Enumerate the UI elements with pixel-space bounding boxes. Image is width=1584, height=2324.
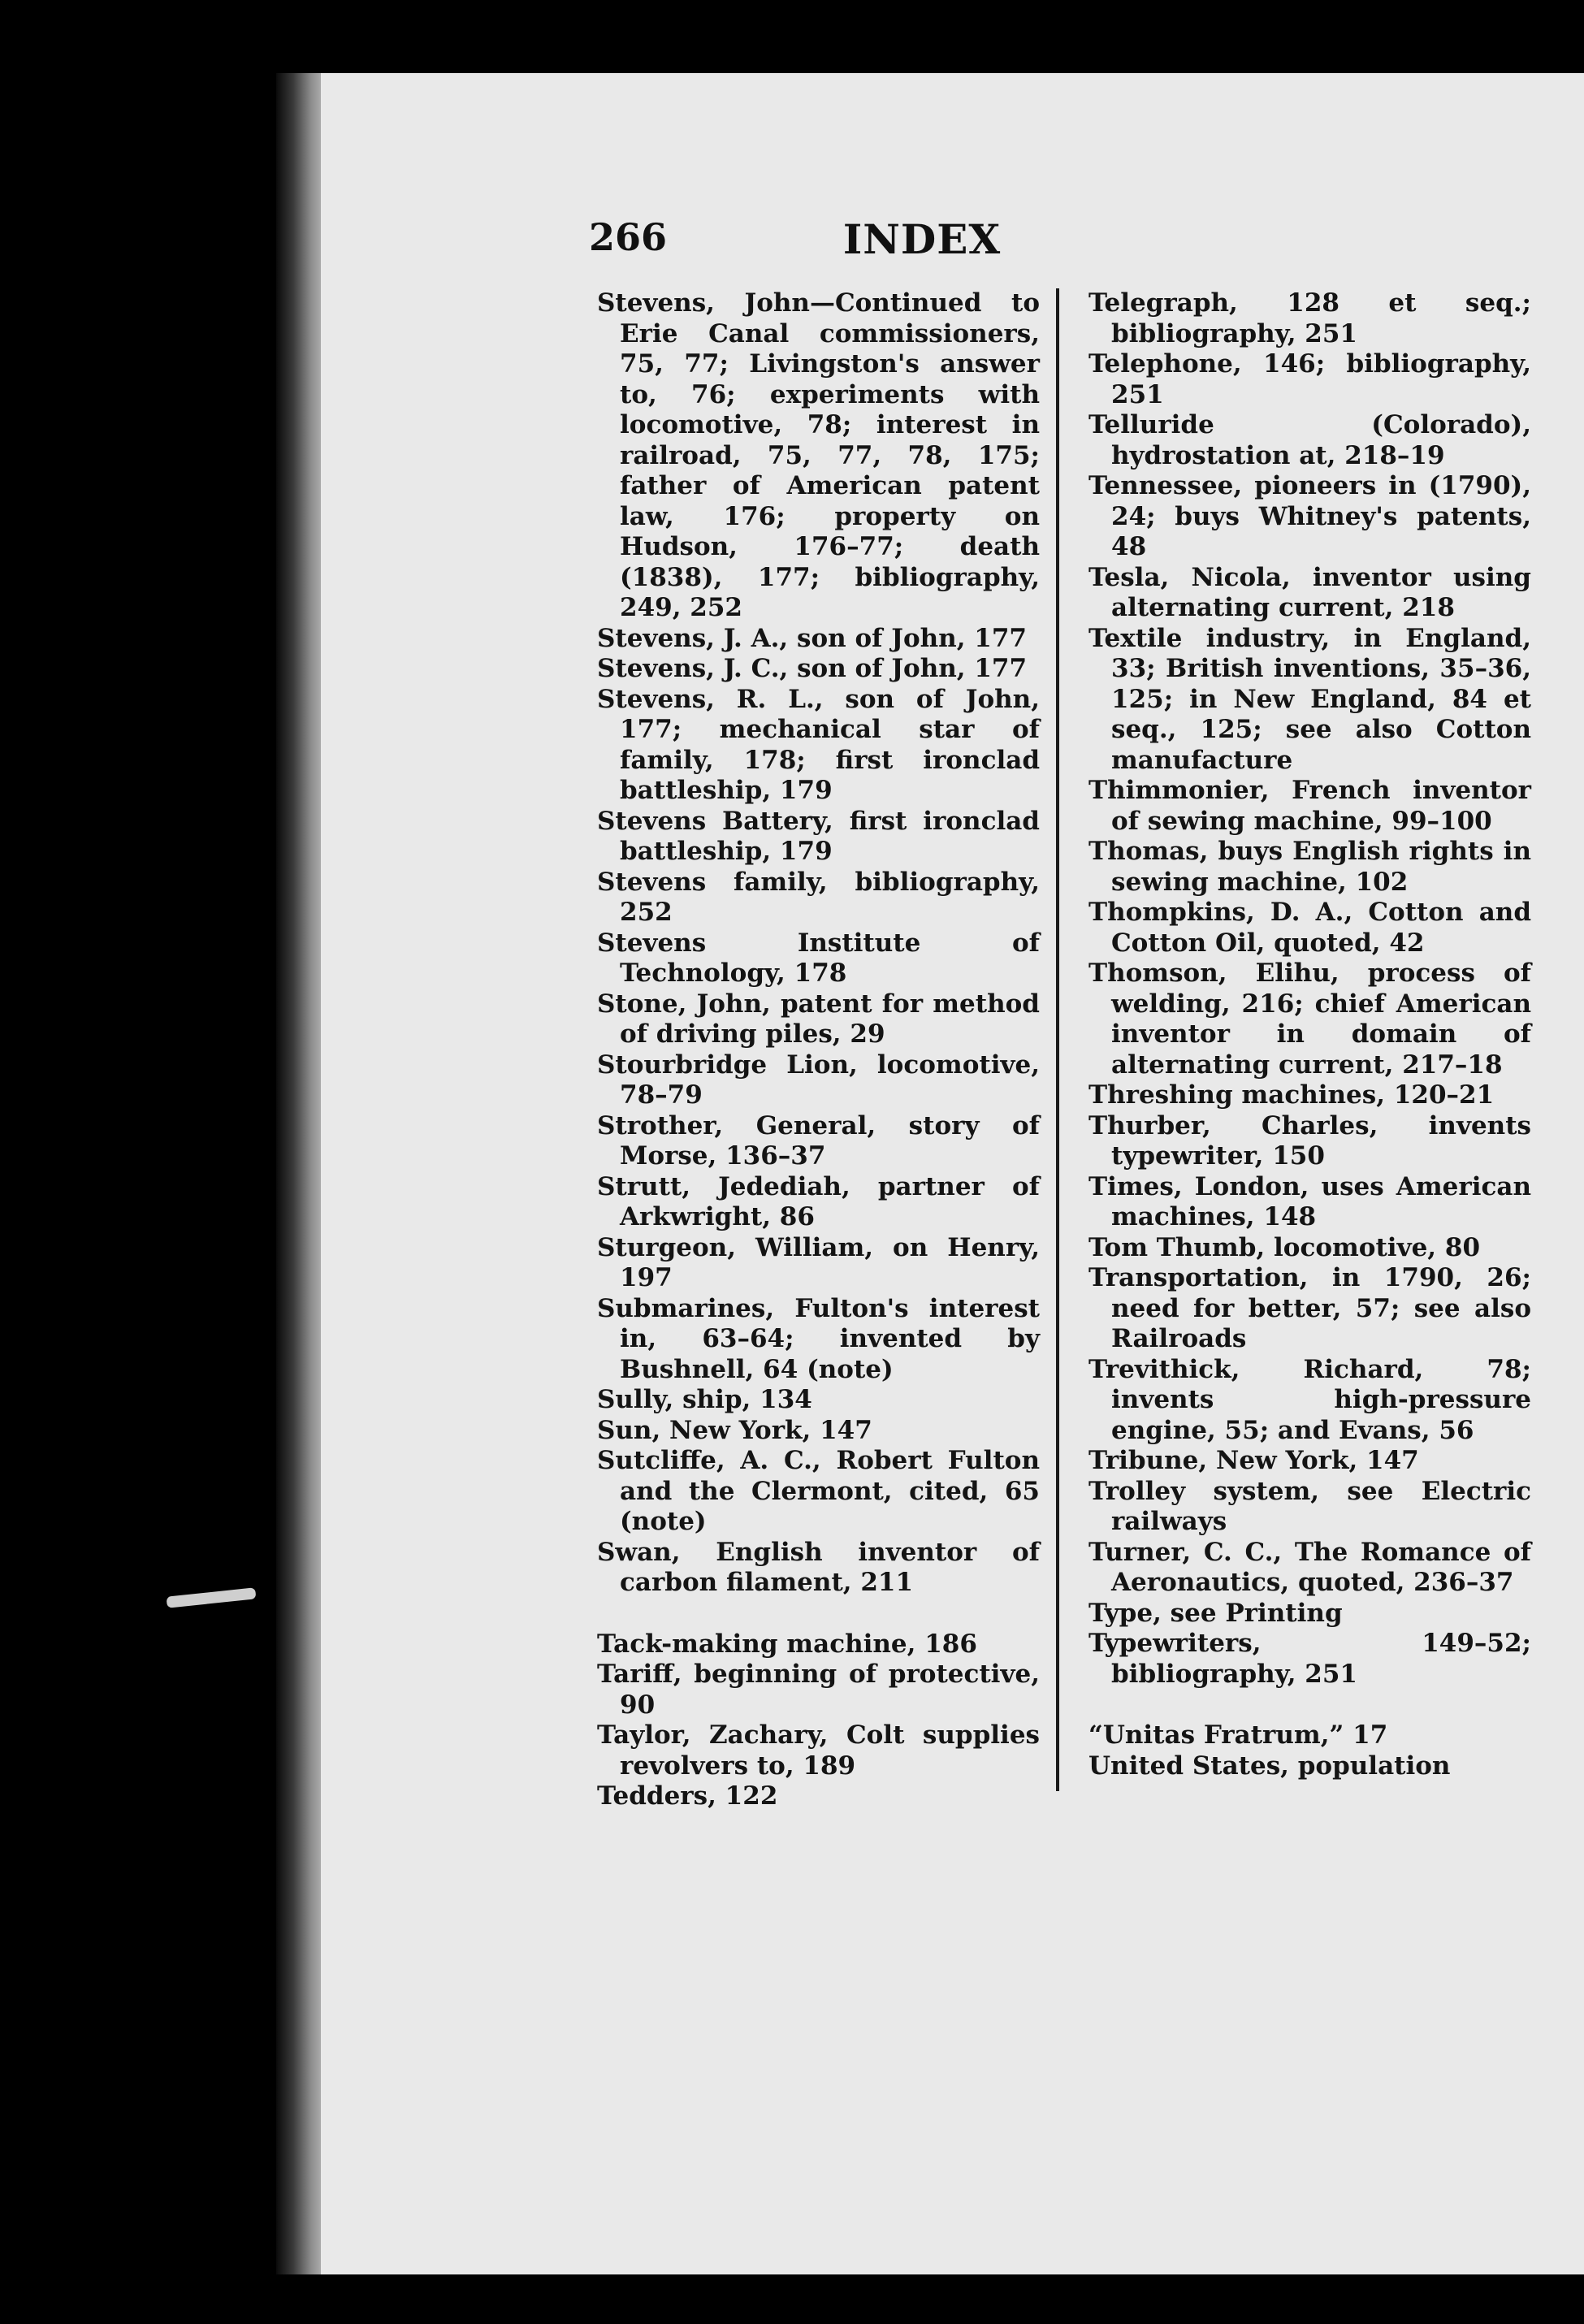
column-divider (1056, 288, 1059, 1791)
index-entry: Stevens Battery, first ironclad battleship, 179 (597, 806, 1040, 866)
index-entry: Telegraph, 128 et seq.; bibliography, 251 (1088, 288, 1531, 348)
index-entry: Turner, C. C., The Romance of Aeronautics, quoted, 236–37 (1088, 1537, 1531, 1597)
index-entry: Typewriters, 149–52; bibliography, 251 (1088, 1629, 1531, 1689)
index-entry: Thurber, Charles, invents typewriter, 150 (1088, 1110, 1531, 1171)
index-entry: Stone, John, patent for method of driving piles, 29 (597, 989, 1040, 1049)
index-entry: Trolley system, see Electric railways (1088, 1476, 1531, 1536)
index-entry: Tribune, New York, 147 (1088, 1446, 1419, 1475)
index-entry: Thimmonier, French inventor of sewing machine, 99–100 (1088, 776, 1531, 836)
index-entry: Transportation, in 1790, 26; need for better, 57; see also Railroads (1088, 1263, 1531, 1353)
index-entry: Thomson, Elihu, process of welding, 216; chief American inventor in domain of alternating current, 217–18 (1088, 959, 1531, 1080)
index-entry: Tariff, beginning of protective, 90 (597, 1660, 1040, 1720)
index-entry: Telluride (Colorado), hydrostation at, 218–19 (1088, 410, 1531, 470)
index-entry: Submarines, Fulton's interest in, 63–64; invented by Bushnell, 64 (note) (597, 1293, 1040, 1384)
index-entry: Tesla, Nicola, inventor using alternating current, 218 (1088, 562, 1531, 622)
index-entry: Sturgeon, William, on Henry, 197 (597, 1232, 1040, 1292)
index-entry: Tedders, 122 (597, 1781, 778, 1811)
index-entry: Strutt, Jedediah, partner of Arkwright, 86 (597, 1171, 1040, 1231)
index-entry: Thomas, buys English rights in sewing machine, 102 (1088, 837, 1531, 897)
index-entry: Strother, General, story of Morse, 136–37 (597, 1110, 1040, 1171)
index-entry: Stevens, J. C., son of John, 177 (597, 654, 1028, 683)
index-entry: “Unitas Fratrum,” 17 (1088, 1720, 1388, 1750)
index-entry: Tennessee, pioneers in (1790), 24; buys Whitney's patents, 48 (1088, 471, 1531, 561)
index-entry: Stevens, R. L., son of John, 177; mechanical star of family, 178; first ironclad battleship, 179 (597, 684, 1040, 805)
index-entry: Textile industry, in England, 33; British inventions, 35–36, 125; in New England, 84 et seq., 125; see also Cotton manufacture (1088, 623, 1531, 775)
index-entry: Type, see Printing (1088, 1598, 1343, 1628)
index-entry: United States, population (1088, 1751, 1451, 1781)
index-entry: Trevithick, Richard, 78; invents high-pressure engine, 55; and Evans, 56 (1088, 1354, 1531, 1445)
index-entry: Telephone, 146; bibliography, 251 (1088, 349, 1531, 409)
index-entry: Times, London, uses American machines, 148 (1088, 1171, 1531, 1231)
index-entry: Stevens Institute of Technology, 178 (597, 928, 1040, 988)
scan-artifact (167, 1587, 257, 1608)
index-entry: Taylor, Zachary, Colt supplies revolvers to, 189 (597, 1720, 1040, 1781)
index-entry: Threshing machines, 120–21 (1088, 1080, 1495, 1110)
index-column-right (1088, 288, 1531, 1781)
page-header (589, 215, 1141, 272)
index-entry: Tack-making machine, 186 (597, 1629, 977, 1659)
index-entry: Sutcliffe, A. C., Robert Fulton and the Clermont, cited, 65 (note) (597, 1446, 1040, 1536)
page-number: 266 (589, 215, 668, 259)
index-entry: Thompkins, D. A., Cotton and Cotton Oil, quoted, 42 (1088, 898, 1531, 958)
running-head: INDEX (842, 215, 1002, 263)
index-entry: Sun, New York, 147 (597, 1415, 872, 1445)
index-column-left (597, 288, 1040, 1812)
index-entry: Stevens family, bibliography, 252 (597, 867, 1040, 927)
index-entry: Stourbridge Lion, locomotive, 78–79 (597, 1049, 1040, 1110)
index-entry: Tom Thumb, locomotive, 80 (1088, 1232, 1481, 1262)
index-entry: Stevens, J. A., son of John, 177 (597, 623, 1027, 653)
index-entry: Swan, English inventor of carbon filament, 211 (597, 1537, 1040, 1597)
index-entry: Stevens, John—Continued to Erie Canal commissioners, 75, 77; Livingston's answer to, 76; experiments with locomotive, 78; interest in railroad, 75, 77, 78, 175; father of American patent law, 176; property on Hudson, 176–77; death (1838), 177; bibliography, 249, 252 (597, 288, 1040, 622)
index-entry: Sully, ship, 134 (597, 1385, 812, 1414)
